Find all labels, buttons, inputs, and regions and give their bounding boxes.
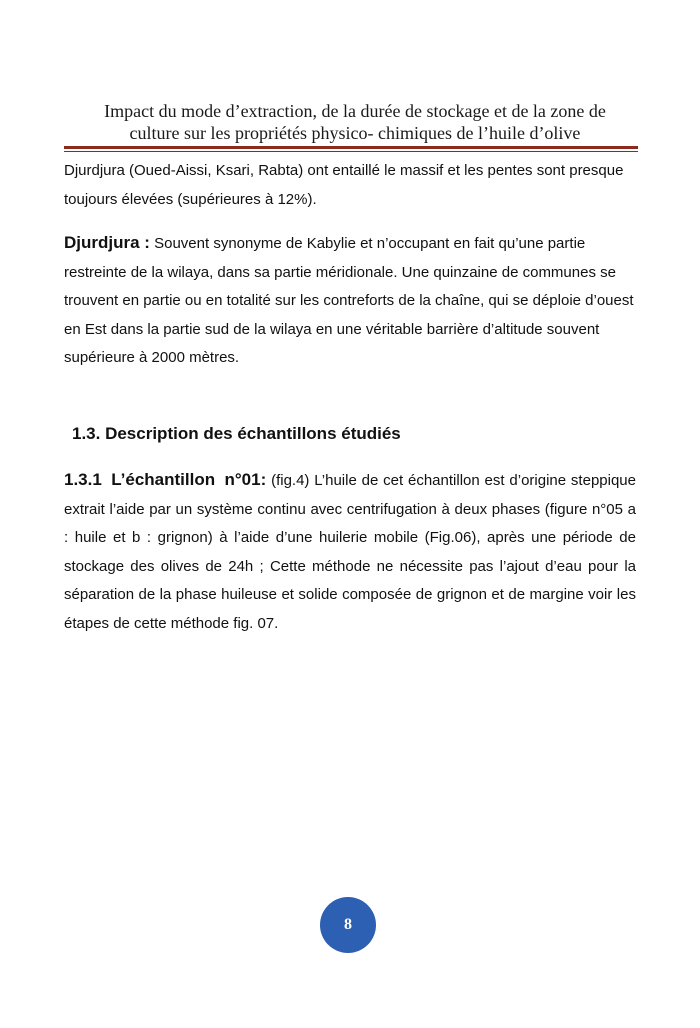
djurdjura-text: Souvent synonyme de Kabylie et n’occupant en fait qu’une partie restreinte de la wilaya, dans sa partie méridionale. Une quinzaine de communes se trouvent en partie ou en totalité sur les contreforts de la chaîne, qui se déploie d’ouest en Est dans la partie sud de la wilaya en une véritable barrière d’altitude souvent supérieure à 2000 mètres.	[64, 235, 634, 366]
djurdjura-term: Djurdjura :	[64, 233, 150, 252]
section-title: 1.3. Description des échantillons étudiés	[72, 424, 401, 443]
intro-paragraph	[64, 157, 636, 214]
running-header	[72, 100, 638, 144]
header-title-line-2: culture sur les propriétés physico- chimiques de l’huile d’olive	[129, 123, 581, 143]
page-number-badge: 8	[320, 897, 376, 953]
sample-1-text: (fig.4) L’huile de cet échantillon est d’origine steppique extrait l’aide par un système continu avec centrifugation à deux phases (figure n°05 a : huile et b : grignon) à l’aide d’une huilerie mobile (Fig.06), après une période de stockage des olives de 24h ; Cette méthode ne nécessite pas l’ajout d’eau pour la séparation de la phase huileuse et solide composée de grignon et de margine voir les étapes de cette méthode fig. 07.	[64, 472, 636, 632]
header-rule-thin	[64, 151, 638, 152]
sample-1-label: 1.3.1 L’échantillon n°01:	[64, 470, 267, 489]
header-rule	[64, 146, 638, 149]
sample-1-paragraph	[64, 466, 636, 638]
header-title-line-1: Impact du mode d’extraction, de la durée de stockage et de la zone de	[104, 101, 606, 121]
djurdjura-paragraph	[64, 229, 636, 373]
intro-text: Djurdjura (Oued-Aissi, Ksari, Rabta) ont entaillé le massif et les pentes sont presque toujours élevées (supérieures à 12%).	[64, 162, 624, 208]
